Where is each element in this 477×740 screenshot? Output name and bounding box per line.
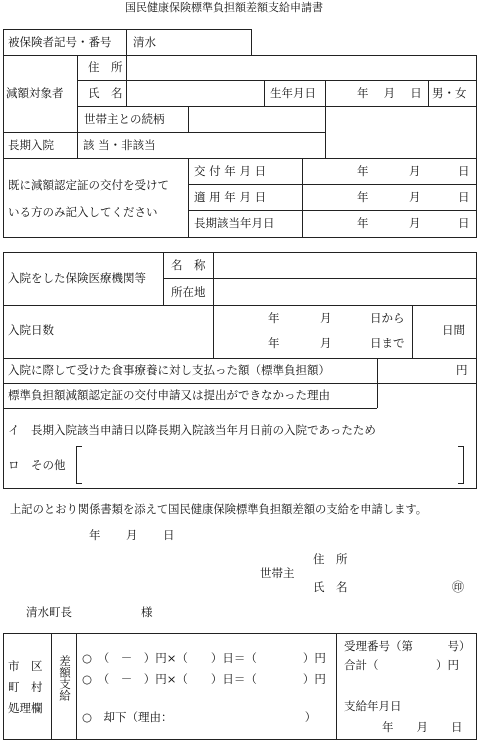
cert-row-year: 年 xyxy=(357,164,369,178)
relation-label: 世帯主との続柄 xyxy=(84,112,165,126)
target-address-label: 住 所 xyxy=(88,60,123,74)
calc-line-2: ○ （ － ）円×（ ）日＝（ ）円 xyxy=(82,672,326,686)
grid-line xyxy=(188,210,477,211)
grid-line xyxy=(76,633,77,740)
receipt-number-label: 受理番号（第 号） xyxy=(344,639,471,653)
target-person-label: 減額対象者 xyxy=(6,86,64,100)
birthdate-label: 生年月日 xyxy=(270,86,316,100)
grid-line xyxy=(3,305,477,306)
grid-line xyxy=(77,55,78,158)
grid-line xyxy=(251,29,252,55)
grid-line xyxy=(77,106,477,107)
date-month: 月 xyxy=(126,528,138,542)
seal-mark: ㊞ xyxy=(452,580,465,594)
grid-line xyxy=(3,55,477,56)
cert-row-year: 年 xyxy=(357,190,369,204)
grid-line xyxy=(428,80,429,106)
cert-row-year: 年 xyxy=(357,216,369,230)
stay-from-suffix: 日から xyxy=(370,311,405,325)
payment-date-value: 年 月 日 xyxy=(382,720,463,734)
grid-line xyxy=(188,184,477,185)
payment-date-label: 支給年月日 xyxy=(344,699,402,713)
grid-line xyxy=(3,383,477,384)
grid-line xyxy=(3,408,377,409)
cert-row-label: 適 用 年 月 日 xyxy=(194,190,267,204)
grid-line xyxy=(3,488,477,489)
certificate-note-line2: いる方のみ記入してください xyxy=(8,205,158,219)
grid-line xyxy=(3,158,477,159)
date-day: 日 xyxy=(163,528,175,542)
cert-row-month: 月 xyxy=(409,164,421,178)
addressee-town: 清水町長 xyxy=(26,605,72,619)
grid-line xyxy=(377,358,378,408)
grid-line xyxy=(412,305,413,358)
declaration-text: 上記のとおり関係書類を添えて国民健康保険標準負担額差額の支給を申請します。 xyxy=(10,503,428,516)
stay-from-month: 月 xyxy=(320,311,332,325)
office-col2: 差額支給 xyxy=(58,655,72,701)
office-col1-line2: 町 村 xyxy=(8,680,43,694)
grid-line xyxy=(3,237,477,238)
date-year: 年 xyxy=(89,528,101,542)
grid-line xyxy=(126,55,127,107)
total-label: 合計（ ）円 xyxy=(344,658,459,672)
grid-line xyxy=(213,252,214,358)
grid-line xyxy=(126,29,127,55)
grid-line xyxy=(3,252,4,488)
long-term-label: 長期入院 xyxy=(8,138,54,152)
grid-line xyxy=(51,633,52,740)
stay-days-label: 入院日数 xyxy=(8,323,54,337)
grid-line xyxy=(163,278,477,279)
cert-row-day: 日 xyxy=(458,164,470,178)
meal-cost-label: 入院に際して受けた食事療養に対し支払った額（標準負担額） xyxy=(8,363,330,377)
grid-line xyxy=(336,633,337,740)
cert-row-label: 長期該当年月日 xyxy=(194,216,275,230)
grid-line xyxy=(77,80,477,81)
stay-to-suffix: 日まで xyxy=(370,336,405,350)
grid-line xyxy=(3,252,477,253)
long-term-value[interactable]: 該 当・非該当 xyxy=(83,138,156,152)
grid-line xyxy=(3,358,477,359)
target-name-label: 氏 名 xyxy=(88,86,123,100)
cert-row-day: 日 xyxy=(458,216,470,230)
sex-selector[interactable]: 男・女 xyxy=(432,86,467,100)
birthdate-format: 年 月 日 xyxy=(357,86,422,100)
right-bracket xyxy=(458,446,464,484)
stay-from-year: 年 xyxy=(268,311,280,325)
stay-to-year: 年 xyxy=(268,336,280,350)
insured-number-label: 被保険者記号・番号 xyxy=(8,35,112,49)
cert-row-day: 日 xyxy=(458,190,470,204)
addressee-honorific: 様 xyxy=(141,605,153,619)
grid-line xyxy=(3,132,325,133)
certificate-note-line1: 既に減額認定証の交付を受けて xyxy=(8,178,169,192)
grid-line xyxy=(325,80,326,158)
grid-line xyxy=(188,158,189,237)
institution-location-label: 所在地 xyxy=(171,285,206,299)
grid-line xyxy=(163,252,164,305)
reason-item-i[interactable]: イ 長期入院該当申請日以降長期入院該当年月日前の入院であったため xyxy=(8,423,376,437)
left-bracket xyxy=(76,446,82,484)
institution-name-label: 名 称 xyxy=(171,258,206,272)
reason-label: 標準負担額減額認定証の交付申請又は提出ができなかった理由 xyxy=(8,388,330,402)
page-title: 国民健康保険標準負担額差額支給申請書 xyxy=(125,1,323,14)
office-col1-line1: 市 区 xyxy=(8,659,43,673)
grid-line xyxy=(302,158,303,237)
stay-days-unit: 日間 xyxy=(442,323,465,337)
grid-line xyxy=(3,29,251,30)
grid-line xyxy=(3,633,477,634)
grid-line xyxy=(3,29,4,237)
reject-line: ○ 却下（理由： ） xyxy=(82,710,317,724)
grid-line xyxy=(188,106,189,132)
grid-line xyxy=(264,80,265,106)
householder-label: 世帯主 xyxy=(260,566,295,580)
calc-line-1: ○ （ － ）円×（ ）日＝（ ）円 xyxy=(82,651,326,665)
grid-line xyxy=(3,633,4,740)
meal-cost-unit: 円 xyxy=(456,363,468,377)
institution-label: 入院をした保険医療機関等 xyxy=(8,271,146,285)
householder-address-label: 住 所 xyxy=(313,552,348,566)
householder-name-label: 氏 名 xyxy=(313,580,348,594)
reason-item-ro[interactable]: ロ その他 xyxy=(8,458,66,472)
office-col1-line3: 処理欄 xyxy=(8,701,43,715)
cert-row-month: 月 xyxy=(409,190,421,204)
stay-to-month: 月 xyxy=(320,336,332,350)
insured-number-value: 清水 xyxy=(133,35,156,49)
cert-row-label: 交 付 年 月 日 xyxy=(194,164,267,178)
cert-row-month: 月 xyxy=(409,216,421,230)
